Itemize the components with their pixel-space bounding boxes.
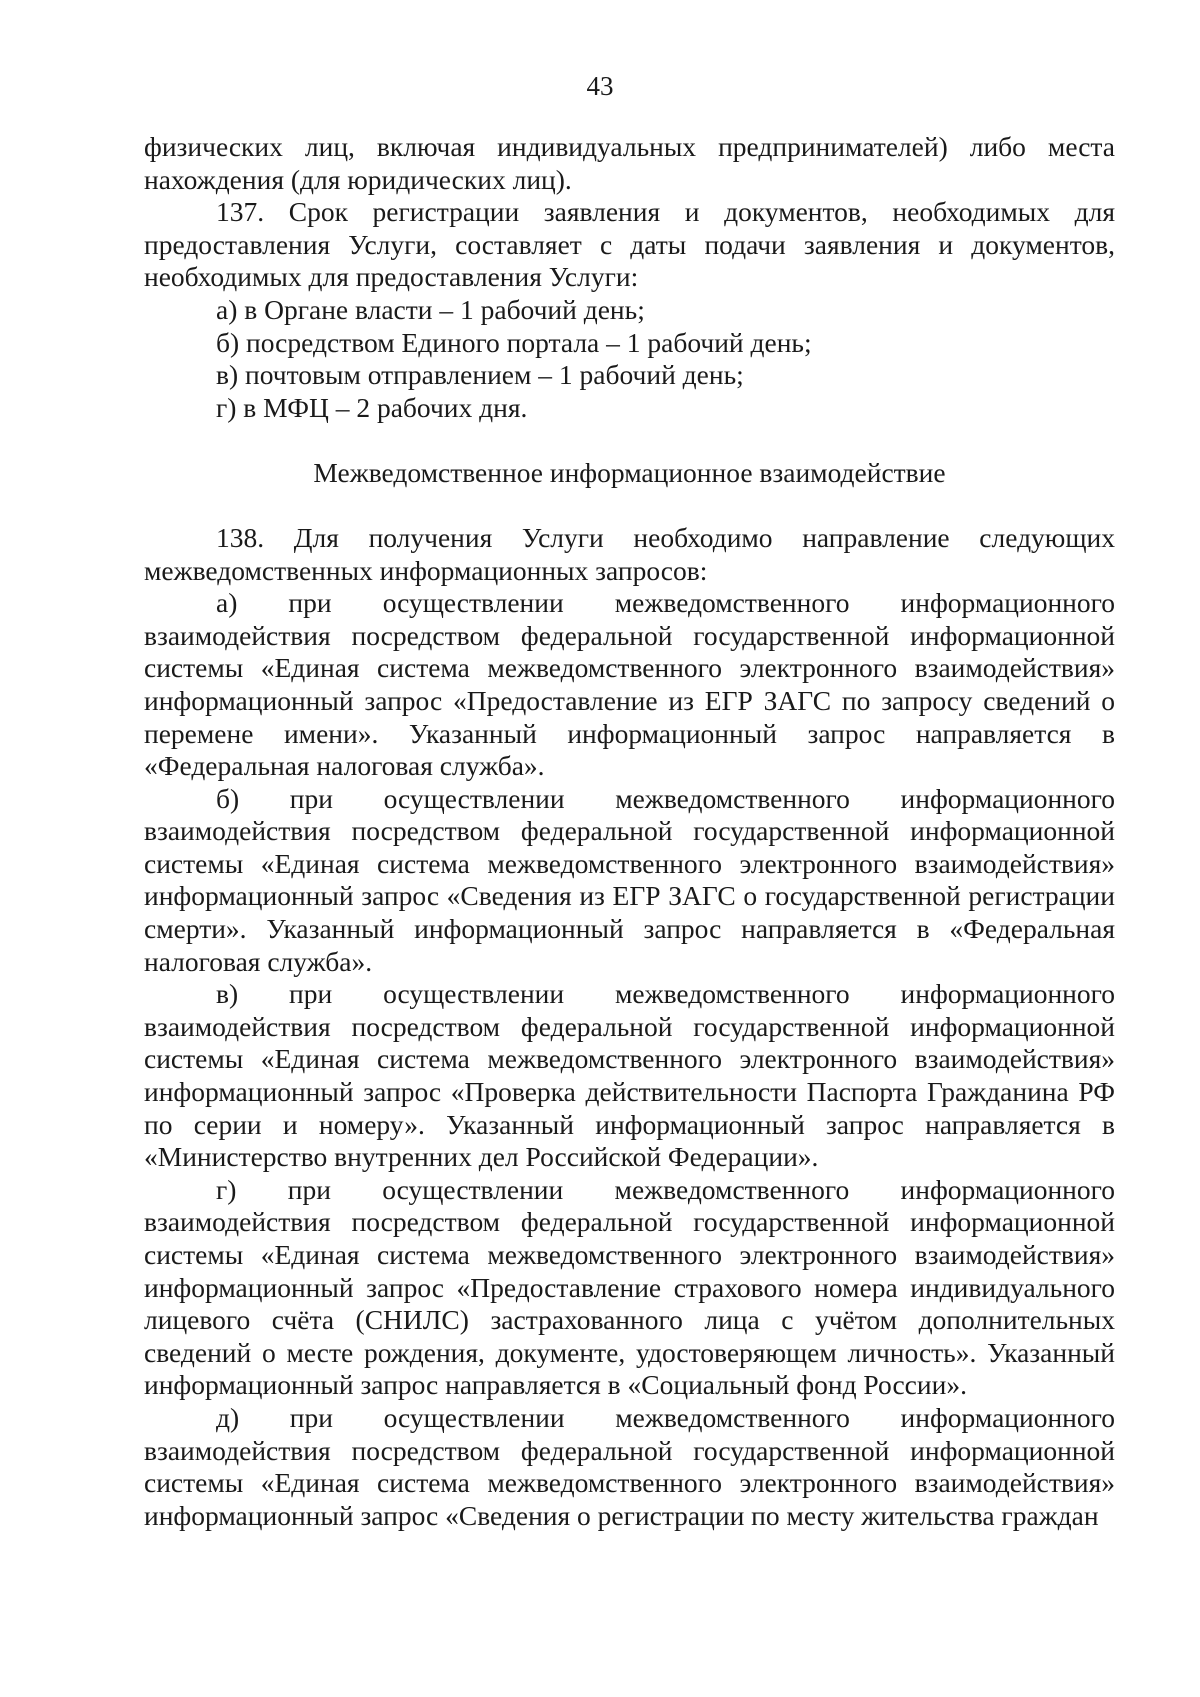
section-heading: Межведомственное информационное взаимодействие [313, 457, 946, 489]
page-number: 43 [586, 71, 614, 101]
intro-paragraph: физических лиц, включая индивидуальных предпринимателей) либо места нахождения (для юридических лиц). [144, 131, 1115, 195]
paragraph-137: 137. Срок регистрации заявления и документов, необходимых для предоставления Услуги, составляет с даты подачи заявления и документов, необходимых для предоставления Услуги: [144, 196, 1115, 293]
list-item-137-b: б) посредством Единого портала – 1 рабочий день; [216, 326, 812, 358]
subitem-138-a: а) при осуществлении межведомственного информационного взаимодействия посредством федеральной государственной информационной системы «Единая система межведомственного электронного взаимодействия» информационный запрос «Предоставление из ЕГР ЗАГС по запросу сведений о перемене имени». Указанный информационный запрос направляется в «Федеральная налоговая служба». [144, 587, 1115, 782]
subitem-138-b: б) при осуществлении межведомственного информационного взаимодействия посредством федеральной государственной информационной системы «Единая система межведомственного электронного взаимодействия» информационный запрос «Сведения из ЕГР ЗАГС о государственной регистрации смерти». Указанный информационный запрос направляется в «Федеральная налоговая служба». [144, 782, 1115, 977]
list-item-137-v: в) почтовым отправлением – 1 рабочий день; [216, 359, 744, 391]
subitem-138-v: в) при осуществлении межведомственного информационного взаимодействия посредством федеральной государственной информационной системы «Единая система межведомственного электронного взаимодействия» информационный запрос «Проверка действительности Паспорта Гражданина РФ по серии и номеру». Указанный информационный запрос направляется в «Министерство внутренних дел Российской Федерации». [144, 978, 1115, 1173]
document-body [144, 131, 1115, 1532]
subitem-138-g: г) при осуществлении межведомственного информационного взаимодействия посредством федеральной государственной информационной системы «Единая система межведомственного электронного взаимодействия» информационный запрос «Предоставление страхового номера индивидуального лицевого счёта (СНИЛС) застрахованного лица с учётом дополнительных сведений о месте рождения, документе, удостоверяющем личность». Указанный информационный запрос направляется в «Социальный фонд России». [144, 1173, 1115, 1401]
subitem-138-d: д) при осуществлении межведомственного информационного взаимодействия посредством федеральной государственной информационной системы «Единая система межведомственного электронного взаимодействия» информационный запрос «Сведения о регистрации по месту жительства граждан [144, 1401, 1115, 1531]
paragraph-138: 138. Для получения Услуги необходимо направление следующих межведомственных информационных запросов: [144, 521, 1115, 586]
list-item-137-g: г) в МФЦ – 2 рабочих дня. [216, 391, 528, 423]
list-item-137-a: а) в Органе власти – 1 рабочий день; [216, 293, 645, 325]
